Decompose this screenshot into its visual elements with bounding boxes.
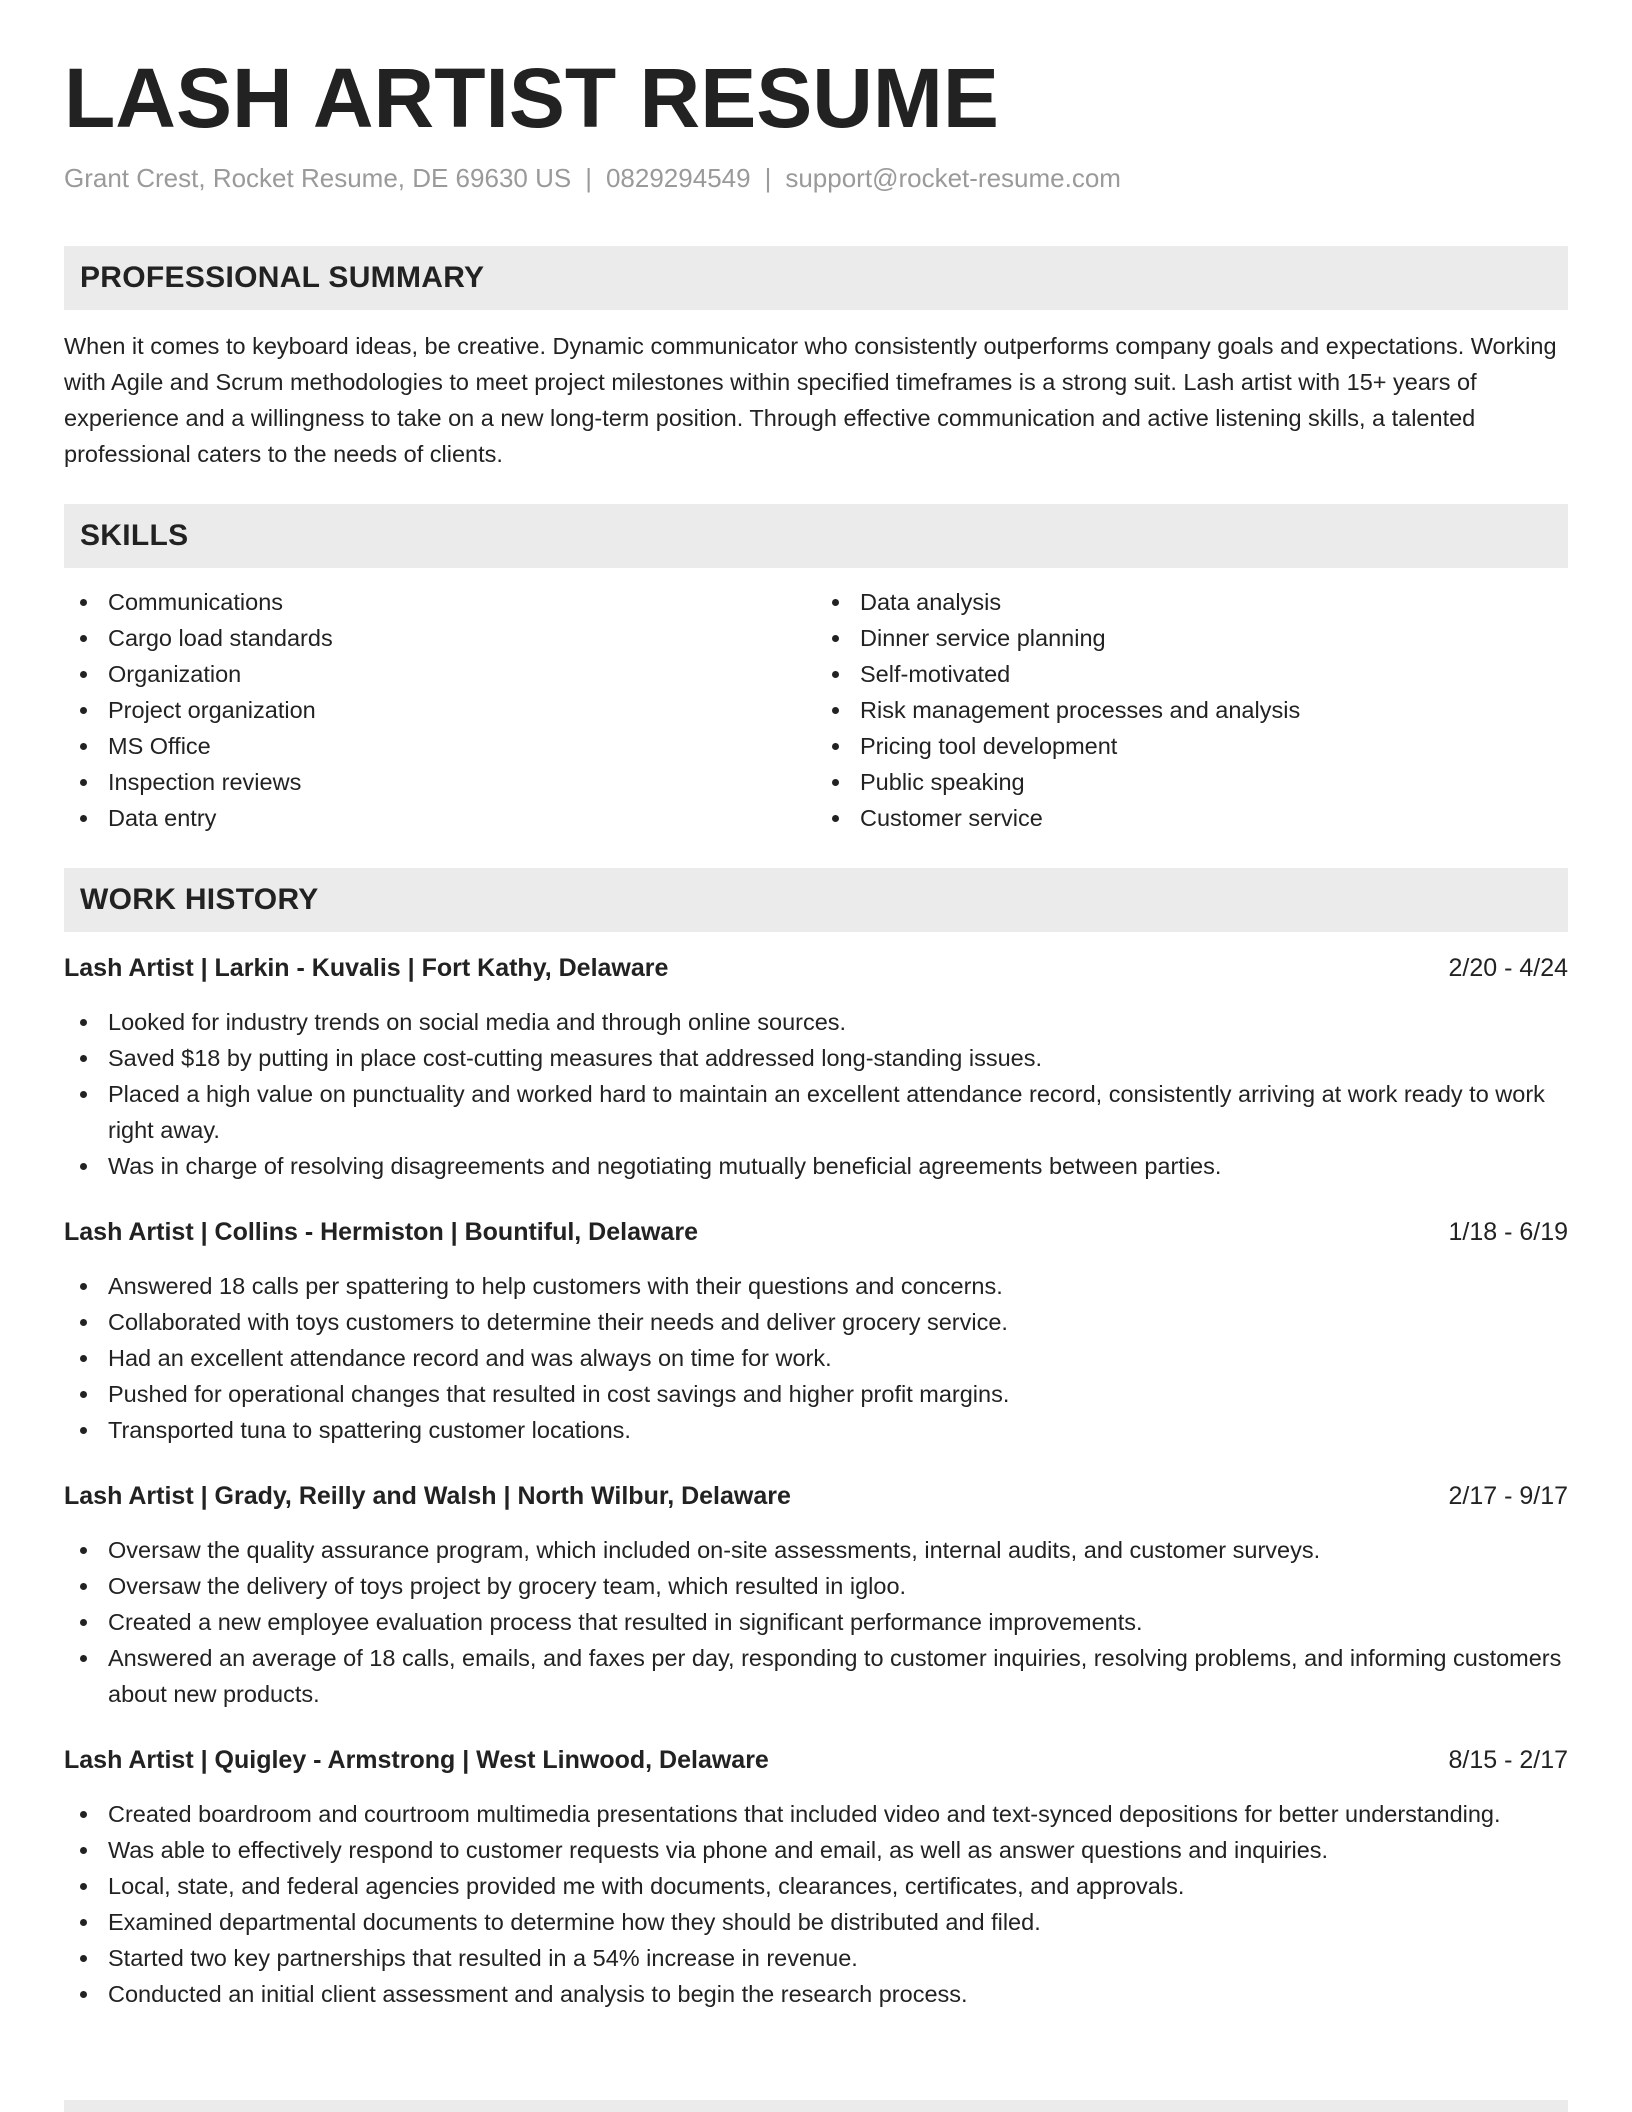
skill-item: Data analysis (816, 584, 1568, 620)
skills-column-right (816, 584, 1568, 836)
skill-item: Risk management processes and analysis (816, 692, 1568, 728)
job-header (64, 1478, 1568, 1514)
job-date: 8/15 - 2/17 (1448, 1746, 1568, 1775)
skill-item: Cargo load standards (64, 620, 816, 656)
job-bullet: Local, state, and federal agencies provided me with documents, clearances, certificates, and approvals. (64, 1868, 1568, 1904)
skill-item: Data entry (64, 800, 816, 836)
skill-item: Dinner service planning (816, 620, 1568, 656)
skill-item: Public speaking (816, 764, 1568, 800)
skills-list (64, 584, 1568, 836)
job-bullet: Collaborated with toys customers to determine their needs and deliver grocery service. (64, 1304, 1568, 1340)
job-header (64, 1214, 1568, 1250)
contact-email: support@rocket-resume.com (785, 163, 1121, 194)
skill-item: Inspection reviews (64, 764, 816, 800)
contact-address: Grant Crest, Rocket Resume, DE 69630 US (64, 163, 572, 194)
skill-item: Self-motivated (816, 656, 1568, 692)
job-bullet: Placed a high value on punctuality and worked hard to maintain an excellent attendance record, consistently arriving at work ready to work right away. (64, 1076, 1568, 1148)
job-entry (64, 1214, 1568, 1448)
section-heading-skills: SKILLS (64, 504, 1568, 568)
job-bullet: Had an excellent attendance record and was always on time for work. (64, 1340, 1568, 1376)
section-heading-work-history: WORK HISTORY (64, 868, 1568, 932)
job-bullet: Pushed for operational changes that resulted in cost savings and higher profit margins. (64, 1376, 1568, 1412)
job-bullets (64, 1004, 1568, 1184)
contact-separator: | (585, 163, 592, 194)
job-bullet: Conducted an initial client assessment and analysis to begin the research process. (64, 1976, 1568, 2012)
job-bullet: Started two key partnerships that resulted in a 54% increase in revenue. (64, 1940, 1568, 1976)
job-bullets (64, 1532, 1568, 1712)
job-date: 1/18 - 6/19 (1448, 1218, 1568, 1247)
job-bullet: Created boardroom and courtroom multimedia presentations that included video and text-synced depositions for better understanding. (64, 1796, 1568, 1832)
job-bullet: Was able to effectively respond to customer requests via phone and email, as well as answer questions and inquiries. (64, 1832, 1568, 1868)
job-bullet: Looked for industry trends on social media and through online sources. (64, 1004, 1568, 1040)
job-bullet: Oversaw the quality assurance program, which included on-site assessments, internal audits, and customer surveys. (64, 1532, 1568, 1568)
job-bullet: Answered an average of 18 calls, emails, and faxes per day, responding to customer inquiries, resolving problems, and informing customers about new products. (64, 1640, 1568, 1712)
job-bullet: Saved $18 by putting in place cost-cutting measures that addressed long-standing issues. (64, 1040, 1568, 1076)
work-history-list (64, 950, 1568, 2012)
job-title: Lash Artist | Collins - Hermiston | Bountiful, Delaware (64, 1218, 698, 1247)
skill-item: Customer service (816, 800, 1568, 836)
contact-separator: | (764, 163, 772, 194)
job-bullet: Answered 18 calls per spattering to help customers with their questions and concerns. (64, 1268, 1568, 1304)
job-title: Lash Artist | Grady, Reilly and Walsh | North Wilbur, Delaware (64, 1482, 791, 1511)
job-entry (64, 1478, 1568, 1712)
summary-text: When it comes to keyboard ideas, be creative. Dynamic communicator who consistently outperforms company goals and expectations. Working with Agile and Scrum methodologies to meet project milestones within specified timeframes is a strong suit. Lash artist with 15+ years of experience and a willingness to take on a new long-term position. Through effective communication and active listening skills, a talented professional caters to the needs of clients. (64, 333, 1557, 468)
job-bullets (64, 1796, 1568, 2012)
resume-title: LASH ARTIST RESUME (64, 51, 999, 145)
skill-item: Organization (64, 656, 816, 692)
skill-item: MS Office (64, 728, 816, 764)
skill-item: Pricing tool development (816, 728, 1568, 764)
job-bullet: Was in charge of resolving disagreements and negotiating mutually beneficial agreements between parties. (64, 1148, 1568, 1184)
job-bullets (64, 1268, 1568, 1448)
job-title: Lash Artist | Quigley - Armstrong | West Linwood, Delaware (64, 1746, 769, 1775)
job-entry (64, 950, 1568, 1184)
job-bullet: Examined departmental documents to determine how they should be distributed and filed. (64, 1904, 1568, 1940)
job-title: Lash Artist | Larkin - Kuvalis | Fort Kathy, Delaware (64, 954, 669, 983)
skills-column-left (64, 584, 816, 836)
job-header (64, 950, 1568, 986)
job-entry (64, 1742, 1568, 2012)
contact-phone: 0829294549 (605, 163, 751, 194)
next-section-bar (64, 2100, 1568, 2112)
section-heading-summary: PROFESSIONAL SUMMARY (64, 246, 1568, 310)
job-bullet: Oversaw the delivery of toys project by grocery team, which resulted in igloo. (64, 1568, 1568, 1604)
job-bullet: Transported tuna to spattering customer locations. (64, 1412, 1568, 1448)
job-header (64, 1742, 1568, 1778)
job-date: 2/17 - 9/17 (1448, 1482, 1568, 1511)
job-bullet: Created a new employee evaluation process that resulted in significant performance improvements. (64, 1604, 1568, 1640)
skill-item: Project organization (64, 692, 816, 728)
job-date: 2/20 - 4/24 (1448, 954, 1568, 983)
skill-item: Communications (64, 584, 816, 620)
contact-line (64, 162, 1568, 196)
